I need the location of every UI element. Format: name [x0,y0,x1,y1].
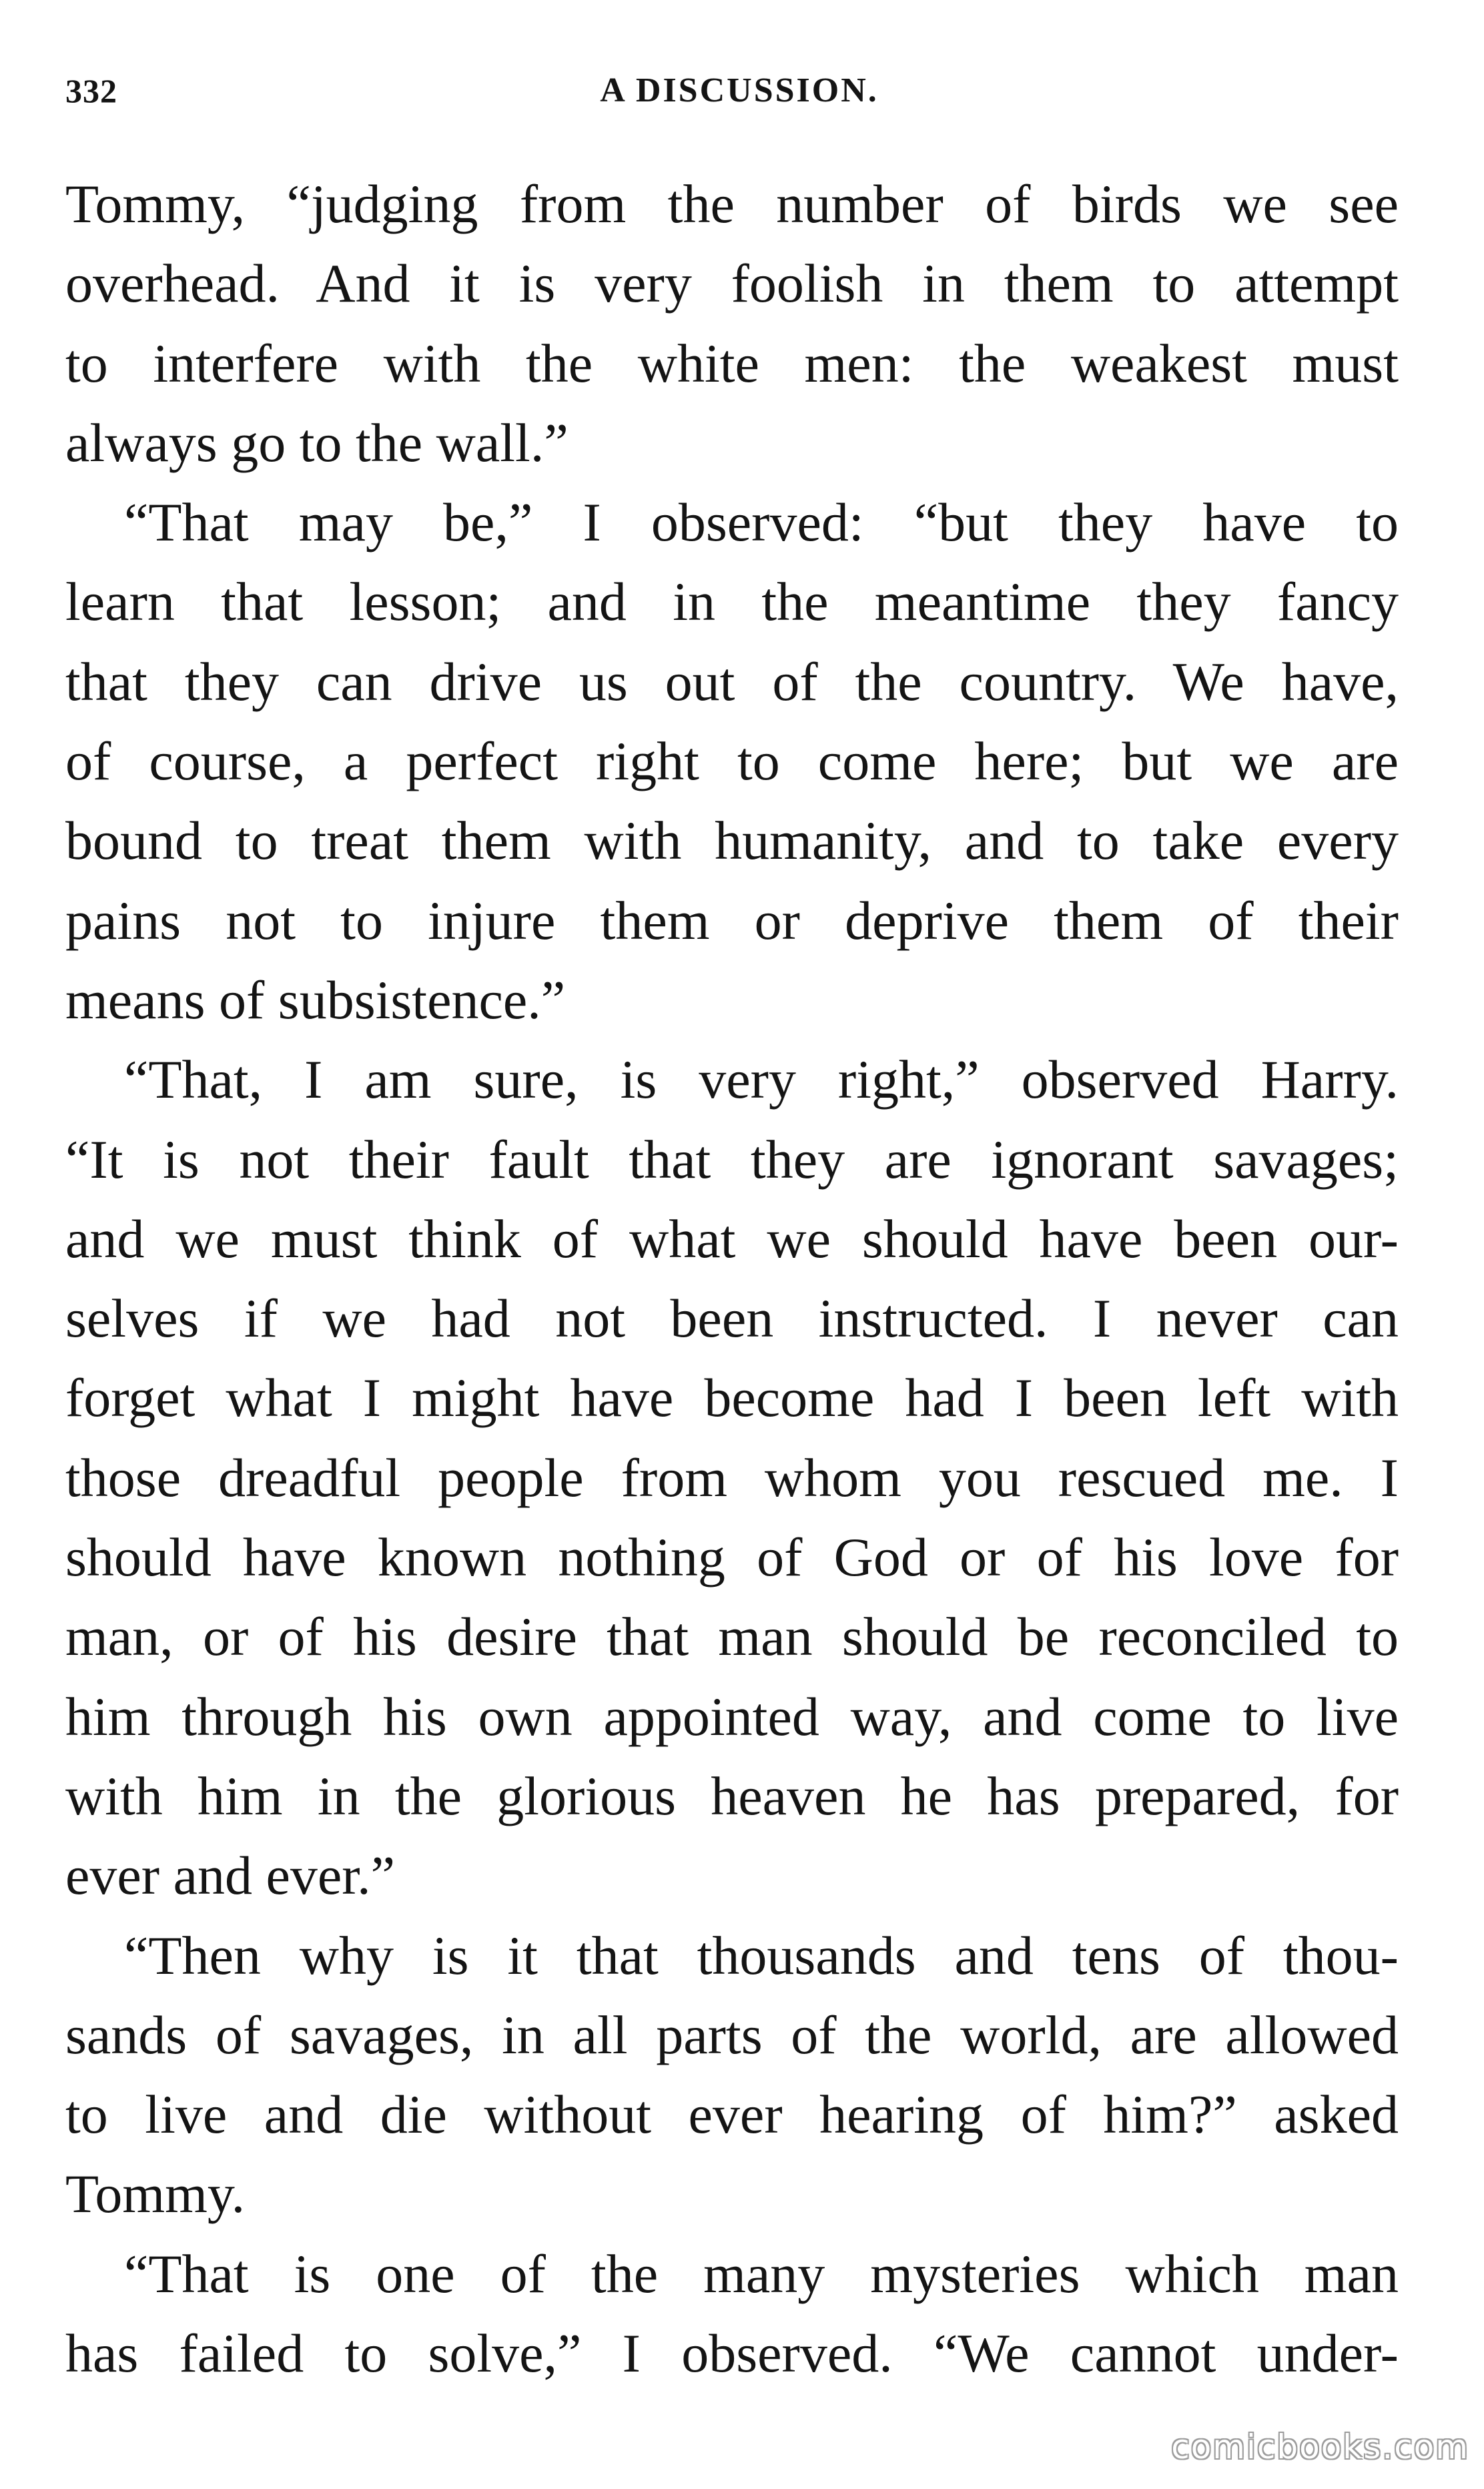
text-line: selves if we had not been instructed. I never can [65,1288,1399,1349]
text-line: and we must think of what we should have been our- [65,1208,1399,1269]
text-line: “That is one of the many mysteries which man [124,2243,1399,2304]
text-line: always go to the wall.” [65,412,569,473]
text-line: forget what I might have become had I been left with [65,1367,1399,1429]
text-line: to interfere with the white men: the weakest must [65,332,1399,394]
page-header [65,64,1400,117]
text-line: with him in the glorious heaven he has prepared, for [65,1765,1399,1826]
text-line: learn that lesson; and in the meantime they fancy [65,571,1399,633]
text-line: Tommy. [65,2163,246,2225]
text-line: to live and die without ever hearing of him?” asked [65,2084,1399,2145]
text-line: “That may be,” I observed: “but they have to [124,492,1399,553]
text-line: man, or of his desire that man should be reconciled to [65,1606,1399,1668]
text-line: him through his own appointed way, and come to live [65,1686,1399,1747]
text-line: has failed to solve,” I observed. “We cannot under- [65,2323,1399,2384]
text-line: “Then why is it that thousands and tens of thou- [124,1924,1399,1986]
text-line: bound to treat them with humanity, and to take every [65,810,1399,871]
text-line: of course, a perfect right to come here; but we are [65,731,1399,792]
text-line: overhead. And it is very foolish in them to attempt [65,253,1399,314]
text-line: sands of savages, in all parts of the world, are allowed [65,2004,1399,2065]
watermark: comicbooks.com [1171,2428,1469,2466]
text-line: means of subsistence.” [65,969,566,1030]
text-line: that they can drive us out of the country. We have, [65,651,1399,712]
text-line: those dreadful people from whom you rescued me. I [65,1447,1399,1508]
text-line: Tommy, “judging from the number of birds we see [65,173,1399,234]
text-line: pains not to injure them or deprive them of their [65,890,1399,951]
text-line: ever and ever.” [65,1845,395,1906]
text-line: should have known nothing of God or of his love for [65,1527,1399,1588]
page-number: 332 [65,72,117,109]
text-line: “That, I am sure, is very right,” observed Harry. [124,1049,1399,1110]
body-text [65,164,1399,2393]
text-line: “It is not their fault that they are ignorant savages; [65,1128,1399,1190]
running-head: A DISCUSSION. [600,71,879,109]
